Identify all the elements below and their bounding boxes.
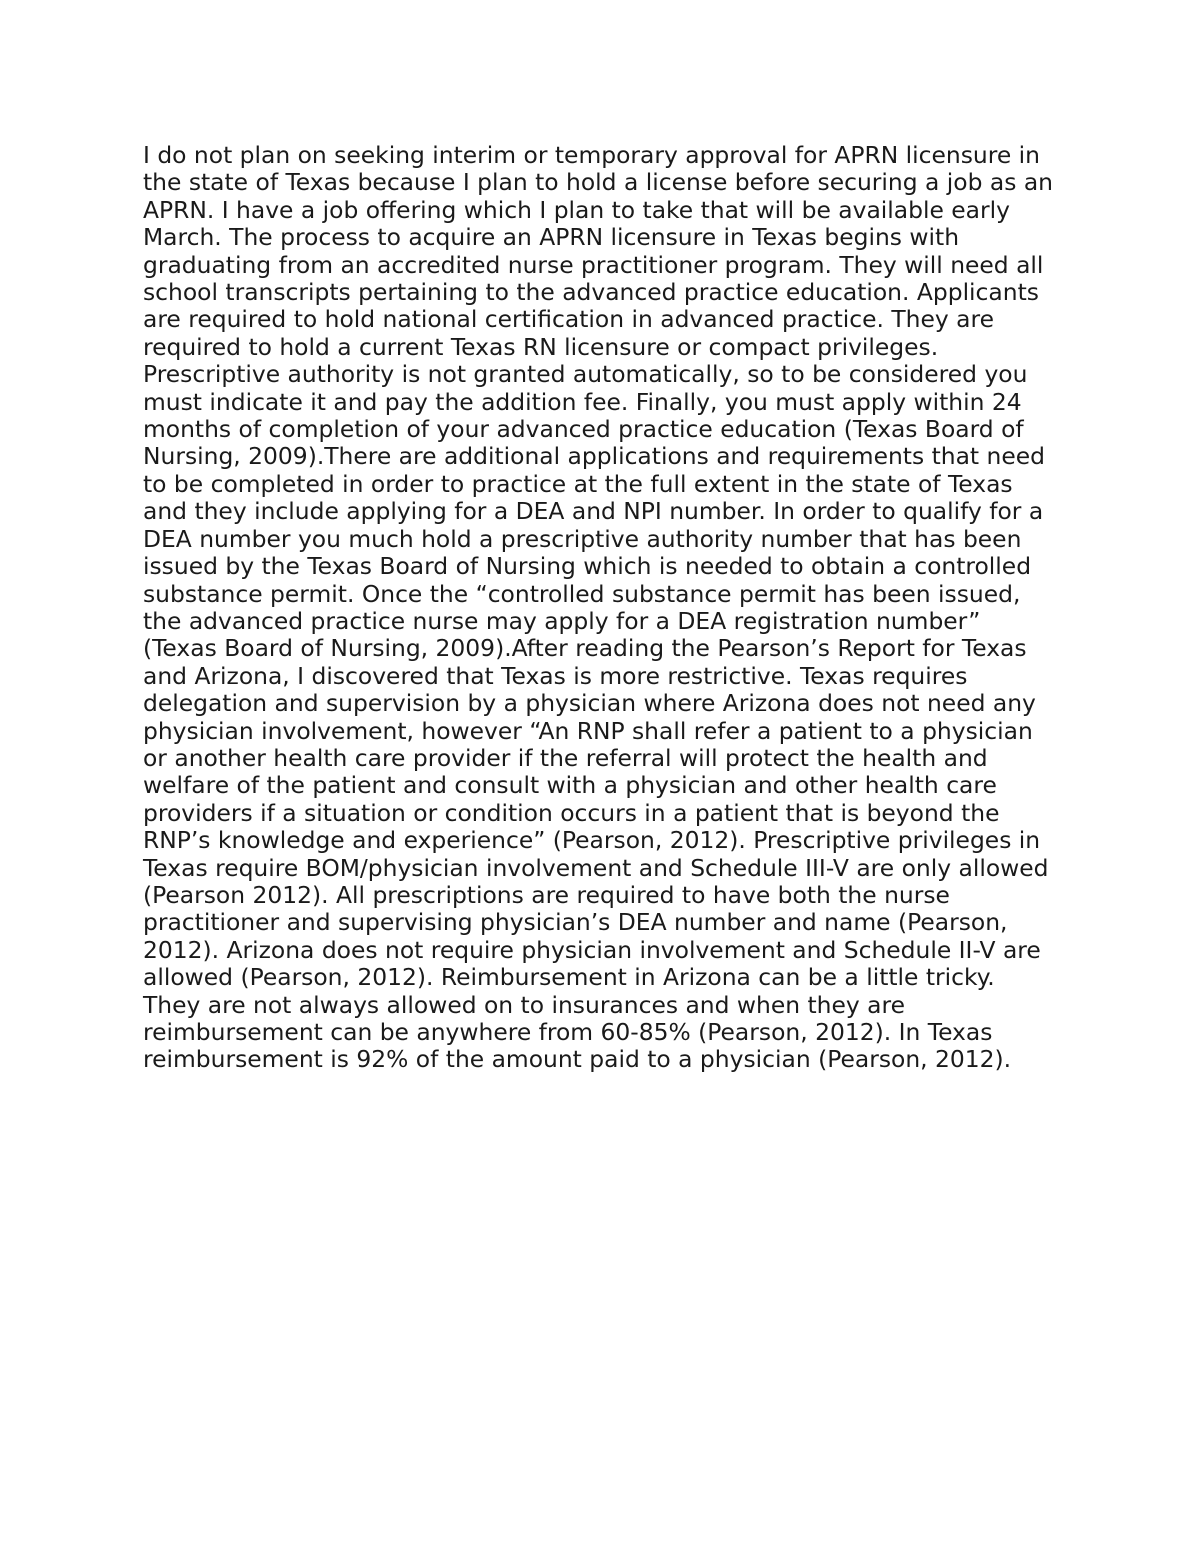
text-line: reimbursement can be anywhere from 60-85% (Pearson, 2012). In Texas <box>143 1018 993 1046</box>
text-line: They are not always allowed on to insurances and when they are <box>143 990 905 1019</box>
text-line: APRN. I have a job offering which I plan to take that will be available early <box>143 195 1010 224</box>
text-line: must indicate it and pay the addition fee. Finally, you must apply within 24 <box>143 387 1022 416</box>
text-line: (Pearson 2012). All prescriptions are required to have both the nurse <box>143 880 950 909</box>
text-line: Prescriptive authority is not granted automatically, so to be considered you <box>143 360 1028 389</box>
text-line: and Arizona, I discovered that Texas is more restrictive. Texas requires <box>143 661 968 690</box>
text-line: providers if a situation or condition occurs in a patient that is beyond the <box>143 798 1000 827</box>
text-line: March. The process to acquire an APRN licensure in Texas begins with <box>143 223 960 252</box>
text-line: required to hold a current Texas RN licensure or compact privileges. <box>143 332 939 361</box>
text-line: reimbursement is 92% of the amount paid to a physician (Pearson, 2012). <box>143 1045 1012 1074</box>
text-line: physician involvement, however “An RNP shall refer a patient to a physician <box>143 716 1033 745</box>
text-line: school transcripts pertaining to the advanced practice education. Applicants <box>143 278 1039 307</box>
text-line: DEA number you much hold a prescriptive authority number that has been <box>143 524 1022 553</box>
text-line: and they include applying for a DEA and NPI number. In order to qualify for a <box>143 497 1044 526</box>
text-line: the state of Texas because I plan to hold a license before securing a job as an <box>143 168 1053 197</box>
text-line: 2012). Arizona does not require physician involvement and Schedule II-V are <box>143 935 1041 964</box>
text-line: delegation and supervision by a physician where Arizona does not need any <box>143 689 1036 718</box>
text-line: months of completion of your advanced practice education (Texas Board of <box>143 415 1024 444</box>
text-line: I do not plan on seeking interim or temporary approval for APRN licensure in <box>143 141 1041 169</box>
text-line: (Texas Board of Nursing, 2009).After reading the Pearson’s Report for Texas <box>143 634 1027 663</box>
text-line: substance permit. Once the “controlled substance permit has been issued, <box>143 579 1021 608</box>
text-line: RNP’s knowledge and experience” (Pearson, 2012). Prescriptive privileges in <box>143 826 1041 855</box>
body-paragraph <box>143 142 1073 1074</box>
text-line: welfare of the patient and consult with a physician and other health care <box>143 771 997 800</box>
text-line: issued by the Texas Board of Nursing which is needed to obtain a controlled <box>143 552 1032 581</box>
text-line: or another health care provider if the referral will protect the health and <box>143 743 988 772</box>
text-line: the advanced practice nurse may apply for a DEA registration number” <box>143 606 981 635</box>
text-line: Nursing, 2009).There are additional applications and requirements that need <box>143 442 1045 471</box>
text-line: graduating from an accredited nurse practitioner program. They will need all <box>143 250 1044 279</box>
text-line: practitioner and supervising physician’s DEA number and name (Pearson, <box>143 908 1008 937</box>
text-line: Texas require BOM/physician involvement and Schedule III-V are only allowed <box>143 853 1049 882</box>
text-line: are required to hold national certification in advanced practice. They are <box>143 305 995 334</box>
text-line: to be completed in order to practice at the full extent in the state of Texas <box>143 469 1013 498</box>
text-line: allowed (Pearson, 2012). Reimbursement in Arizona can be a little tricky. <box>143 963 995 992</box>
